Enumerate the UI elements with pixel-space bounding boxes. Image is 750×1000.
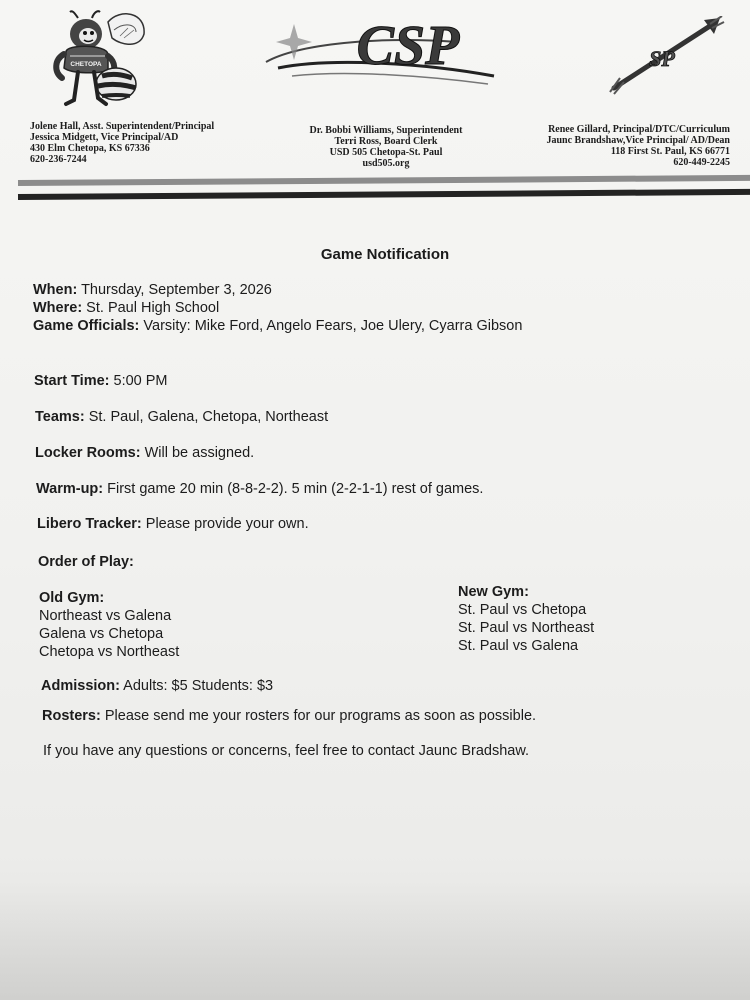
closing-line: If you have any questions or concerns, feel free to contact Jaunc Bradshaw. [43, 743, 530, 759]
when-label: When: [33, 282, 78, 298]
header-right-line: 620-449-2245 [673, 157, 730, 168]
warmup-label: Warm-up: [36, 481, 104, 497]
libero-line [37, 515, 309, 533]
header-center-line: USD 505 Chetopa-St. Paul [329, 147, 443, 158]
chetopa-logo-text: CHETOPA [70, 61, 102, 68]
warmup-value: First game 20 min (8-8-2-2). 5 min (2-2-1-1) rest of games. [103, 481, 484, 497]
start-time-value: 5:00 PM [109, 373, 168, 389]
where-value: St. Paul High School [82, 300, 220, 316]
teams-value: St. Paul, Galena, Chetopa, Northeast [84, 409, 329, 425]
start-time-line [34, 372, 168, 390]
csp-logo [258, 6, 508, 98]
new-gym-game: St. Paul vs Chetopa [458, 602, 587, 618]
header-right-line: 118 First St. Paul, KS 66771 [610, 146, 730, 157]
header-divider-black [18, 189, 750, 200]
header-left-contact [30, 121, 214, 165]
admission-line [41, 677, 273, 695]
when-value: Thursday, September 3, 2026 [77, 282, 272, 298]
header-left-line: Jessica Midgett, Vice Principal/AD [30, 132, 179, 143]
order-of-play-heading: Order of Play: [38, 554, 134, 570]
old-gym-title: Old Gym: [39, 590, 105, 606]
header-left-line: Jolene Hall, Asst. Superintendent/Principal [30, 121, 215, 132]
header-left-line: 430 Elm Chetopa, KS 67336 [30, 143, 150, 154]
header-center-line: usd505.org [362, 158, 410, 169]
header-right-contact [522, 124, 730, 168]
header-center-line: Terri Ross, Board Clerk [334, 136, 438, 147]
officials-value: Varsity: Mike Ford, Angelo Fears, Joe Ulery, Cyarra Gibson [139, 318, 523, 334]
teams-label: Teams: [35, 409, 85, 425]
old-gym-section [39, 589, 179, 661]
officials-label: Game Officials: [33, 318, 140, 334]
admission-value: Adults: $5 Students: $3 [119, 678, 274, 694]
sp-arrow-logo [606, 16, 726, 96]
rosters-line [42, 707, 536, 725]
when-line [33, 281, 272, 299]
new-gym-section [458, 583, 594, 655]
csp-logo-text: CSP [356, 15, 460, 77]
locker-rooms-line [35, 444, 254, 462]
document-title: Game Notification [320, 246, 450, 263]
officials-line [33, 317, 522, 335]
paper-shadow [0, 880, 750, 1000]
start-time-label: Start Time: [34, 373, 110, 389]
old-gym-game: Chetopa vs Northeast [39, 644, 180, 660]
new-gym-game: St. Paul vs Galena [458, 638, 579, 654]
chetopa-hornet-logo [50, 8, 150, 110]
where-line [33, 299, 219, 317]
warmup-line [36, 480, 483, 498]
header-divider-gray [18, 175, 750, 186]
libero-value: Please provide your own. [141, 516, 309, 532]
libero-label: Libero Tracker: [37, 516, 142, 532]
header-right-line: Renee Gillard, Principal/DTC/Curriculum [548, 124, 730, 135]
header-right-line: Jaunc Brandshaw,Vice Principal/ AD/Dean [546, 135, 730, 146]
old-gym-game: Northeast vs Galena [39, 608, 172, 624]
where-label: Where: [33, 300, 83, 316]
locker-rooms-label: Locker Rooms: [35, 445, 141, 461]
header-center-contact [300, 125, 472, 169]
admission-label: Admission: [41, 678, 120, 694]
new-gym-title: New Gym: [458, 584, 529, 600]
locker-rooms-value: Will be assigned. [140, 445, 255, 461]
old-gym-game: Galena vs Chetopa [39, 626, 164, 642]
rosters-value: Please send me your rosters for our programs as soon as possible. [100, 708, 537, 724]
sp-logo-text: SP [649, 46, 675, 71]
teams-line [35, 408, 328, 426]
rosters-label: Rosters: [42, 708, 101, 724]
new-gym-game: St. Paul vs Northeast [458, 620, 595, 636]
header-center-line: Dr. Bobbi Williams, Superintendent [309, 125, 463, 136]
header-left-line: 620-236-7244 [30, 154, 87, 165]
